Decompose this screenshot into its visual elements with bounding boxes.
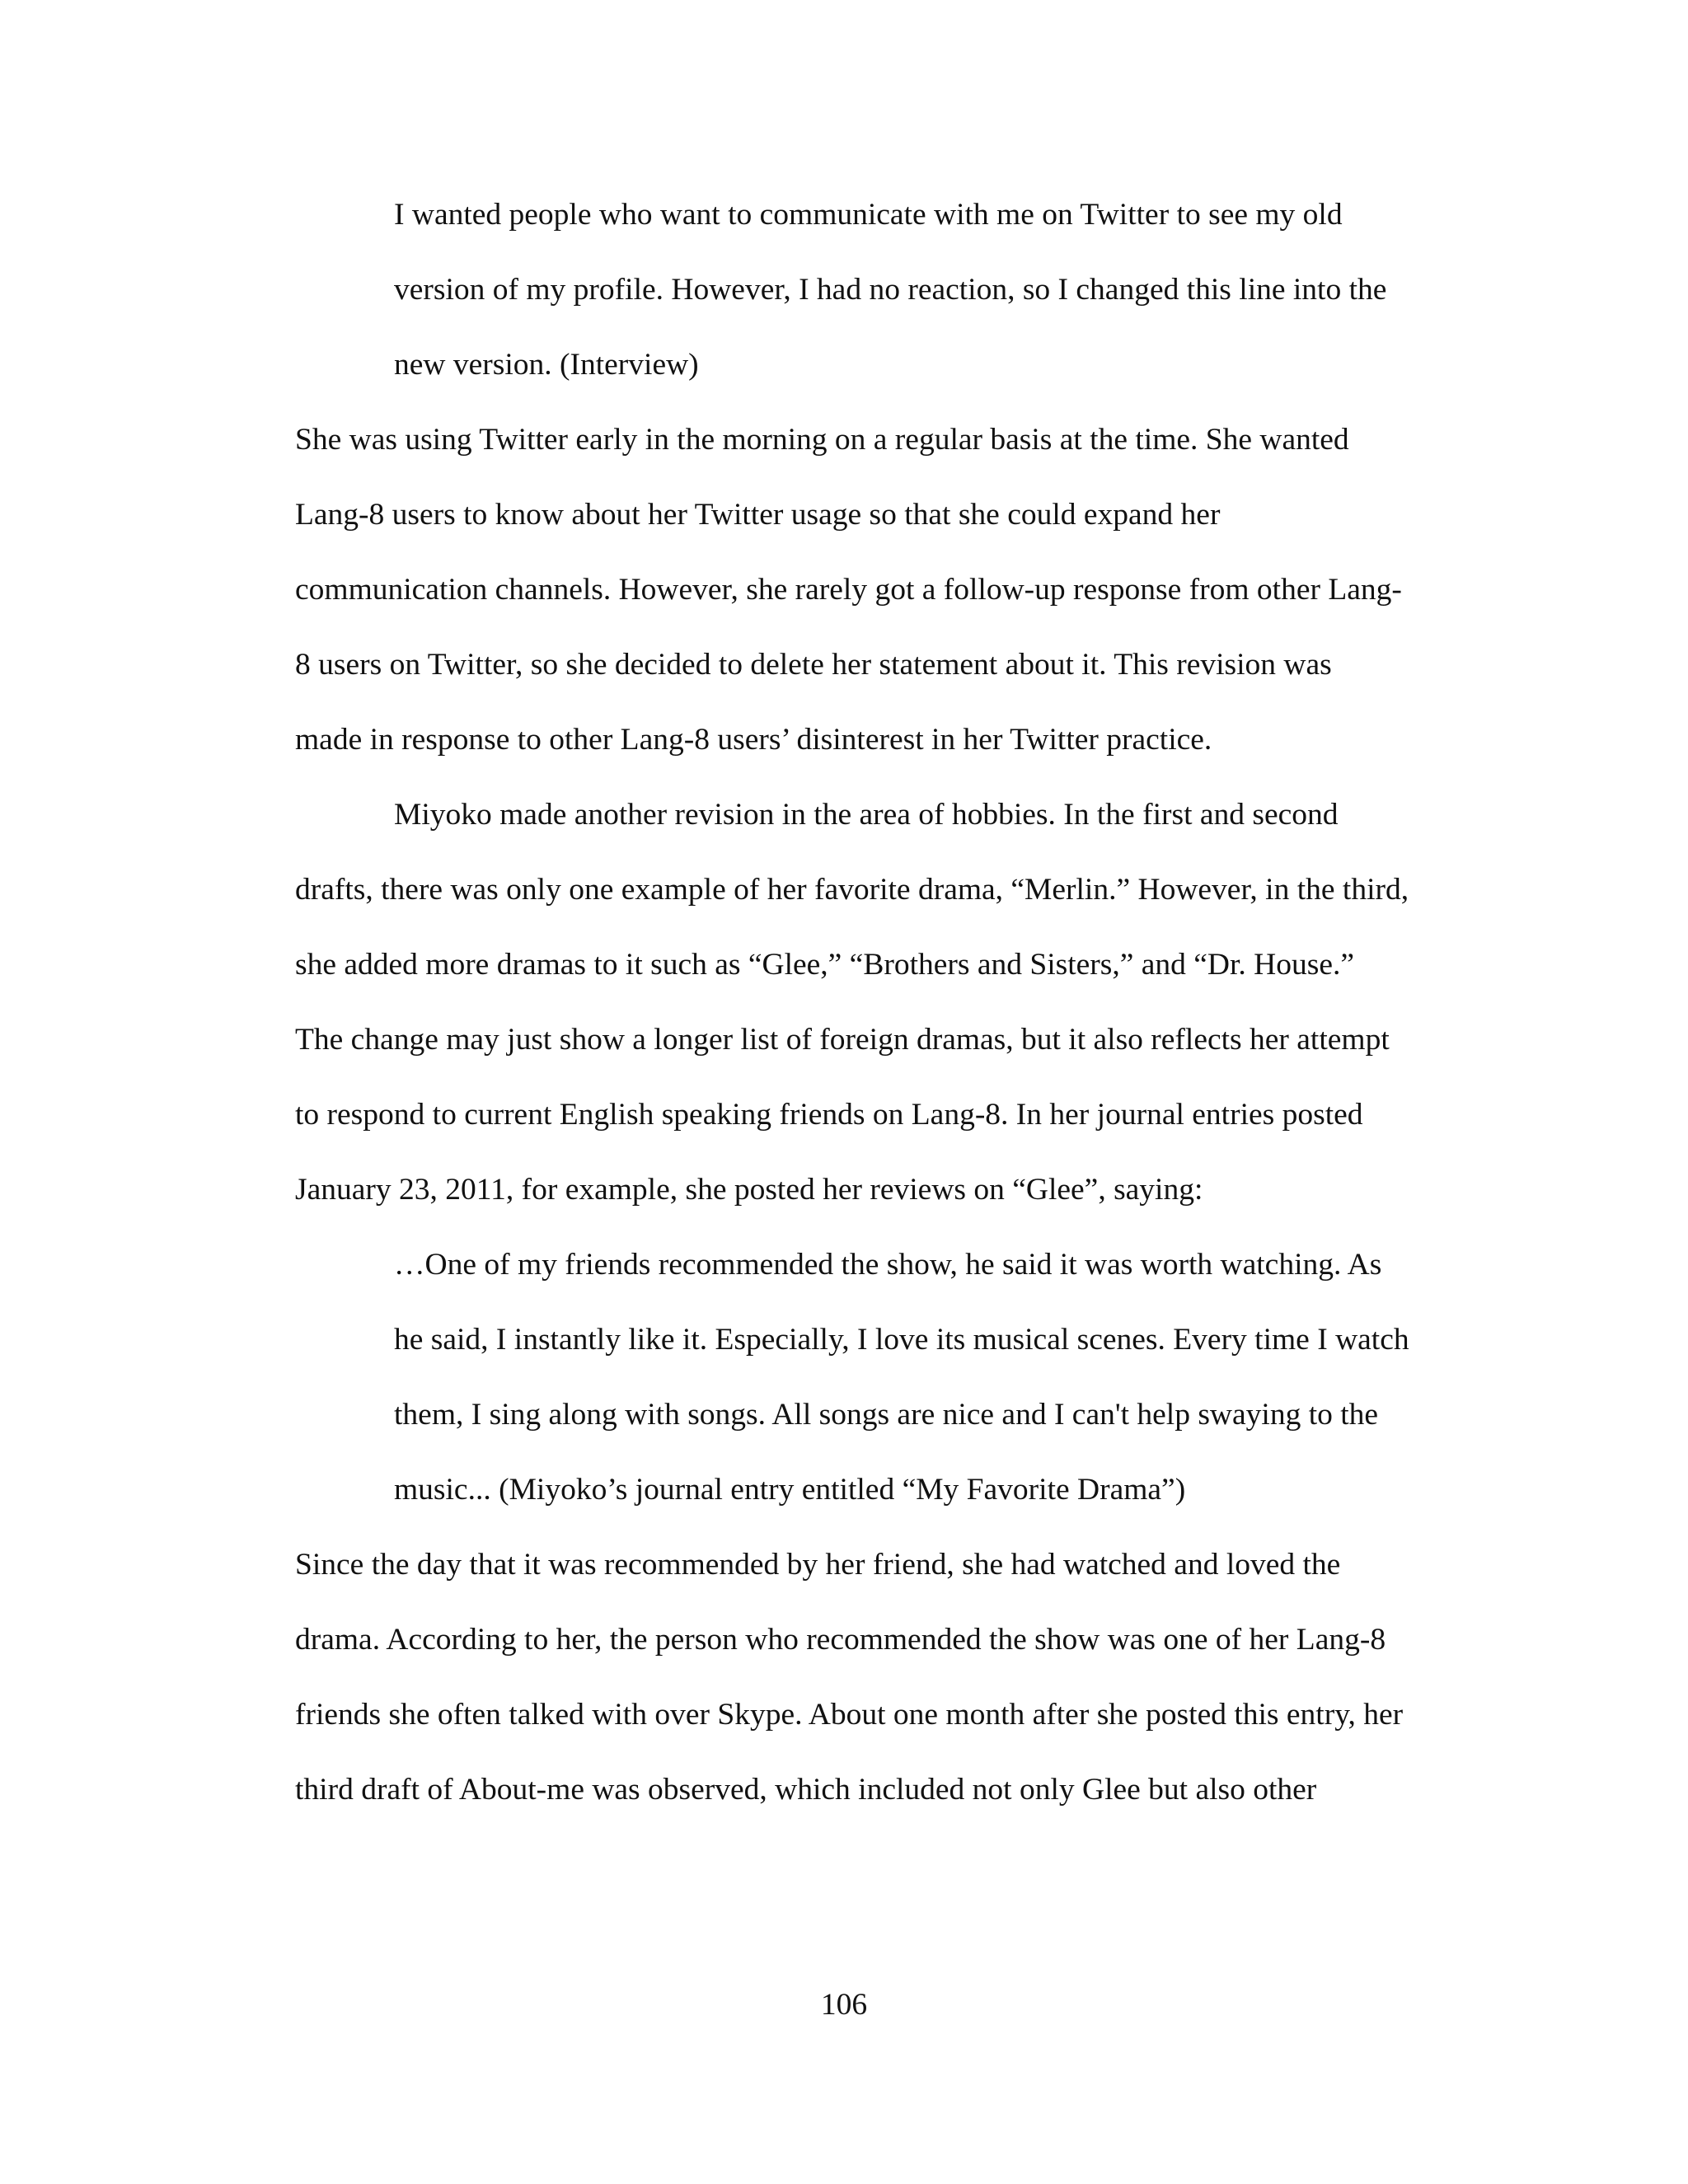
paragraph-line: she added more dramas to it such as “Glee,” “Brothers and Sisters,” and “Dr. House.” <box>295 948 1355 982</box>
block-quote-line: music... (Miyoko’s journal entry entitled “My Favorite Drama”) <box>394 1473 1186 1507</box>
paragraph-line: drama. According to her, the person who recommended the show was one of her Lang-8 <box>295 1623 1386 1657</box>
page-number: 106 <box>820 1988 868 2022</box>
paragraph-line: friends she often talked with over Skype. About one month after she posted this entry, her <box>295 1698 1404 1732</box>
paragraph-line: third draft of About-me was observed, which included not only Glee but also other <box>295 1773 1317 1807</box>
block-quote-line: …One of my friends recommended the show, he said it was worth watching. As <box>394 1248 1382 1282</box>
paragraph-line: January 23, 2011, for example, she posted her reviews on “Glee”, saying: <box>295 1173 1203 1207</box>
paragraph-line: She was using Twitter early in the morning on a regular basis at the time. She wanted <box>295 423 1349 457</box>
block-quote-line: he said, I instantly like it. Especially, I love its musical scenes. Every time I watch <box>394 1323 1409 1357</box>
paragraph-line: made in response to other Lang-8 users’ disinterest in her Twitter practice. <box>295 723 1212 757</box>
paragraph-line: Since the day that it was recommended by her friend, she had watched and loved the <box>295 1548 1341 1582</box>
block-quote-line: them, I sing along with songs. All songs are nice and I can't help swaying to the <box>394 1398 1379 1432</box>
paragraph-line: The change may just show a longer list of foreign dramas, but it also reflects her attempt <box>295 1023 1390 1057</box>
paragraph-line: Miyoko made another revision in the area of hobbies. In the first and second <box>394 798 1339 832</box>
paragraph-line: 8 users on Twitter, so she decided to delete her statement about it. This revision was <box>295 648 1332 682</box>
paragraph-line: Lang-8 users to know about her Twitter usage so that she could expand her <box>295 498 1221 532</box>
paragraph-line: communication channels. However, she rarely got a follow-up response from other Lang- <box>295 573 1402 607</box>
block-quote-line: I wanted people who want to communicate with me on Twitter to see my old <box>394 198 1343 232</box>
paragraph-line: drafts, there was only one example of her favorite drama, “Merlin.” However, in the third, <box>295 873 1409 907</box>
paragraph-line: to respond to current English speaking friends on Lang-8. In her journal entries posted <box>295 1098 1363 1132</box>
block-quote-line: version of my profile. However, I had no reaction, so I changed this line into the <box>394 273 1387 307</box>
block-quote-line: new version. (Interview) <box>394 348 699 382</box>
